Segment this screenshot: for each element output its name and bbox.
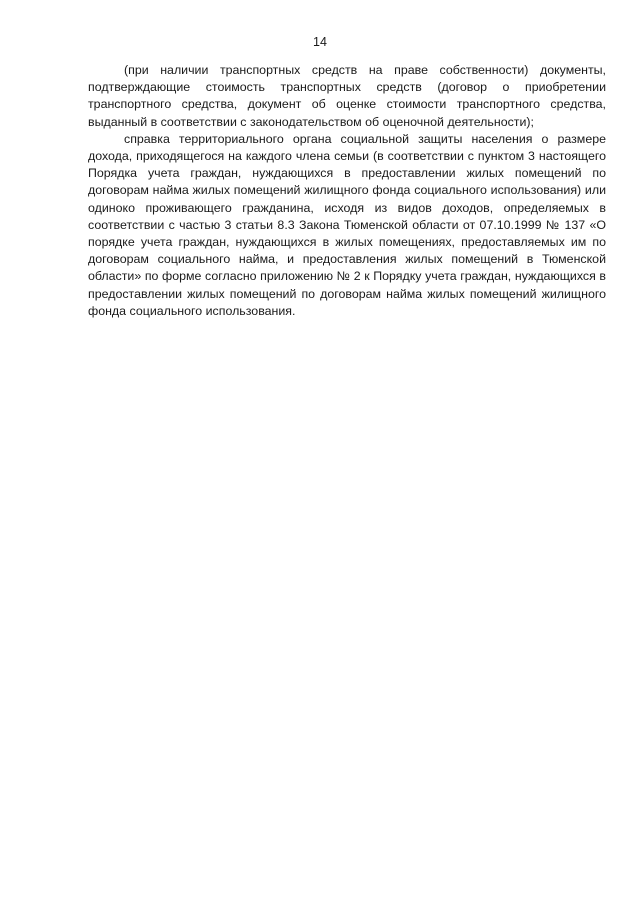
- document-body: [88, 62, 606, 320]
- paragraph-vehicle-documents: (при наличии транспортных средств на праве собственности) документы, подтверждающие стоимость транспортных средств (договор о приобретении транспортного средства, документ об оценке стоимости транспортного средства, выданный в соответствии с законодательством об оценочной деятельности);: [88, 63, 606, 129]
- page-number: 14: [313, 35, 327, 49]
- paragraph-income-certificate: справка территориального органа социальной защиты населения о размере дохода, приходящегося на каждого члена семьи (в соответствии с пунктом 3 настоящего Порядка учета граждан, нуждающихся в предоставлении жилых помещений по договорам найма жилых помещений жилищного фонда социального использования) или одиноко проживающего гражданина, исходя из видов доходов, определяемых в соответствии с частью 3 статьи 8.3 Закона Тюменской области от 07.10.1999 № 137 «О порядке учета граждан, нуждающихся в жилых помещениях, предоставляемых им по договорам социального найма, и предоставления жилых помещений в Тюменской области» по форме согласно приложению № 2 к Порядку учета граждан, нуждающихся в предоставлении жилых помещений по договорам найма жилых помещений жилищного фонда социального использования.: [88, 131, 606, 318]
